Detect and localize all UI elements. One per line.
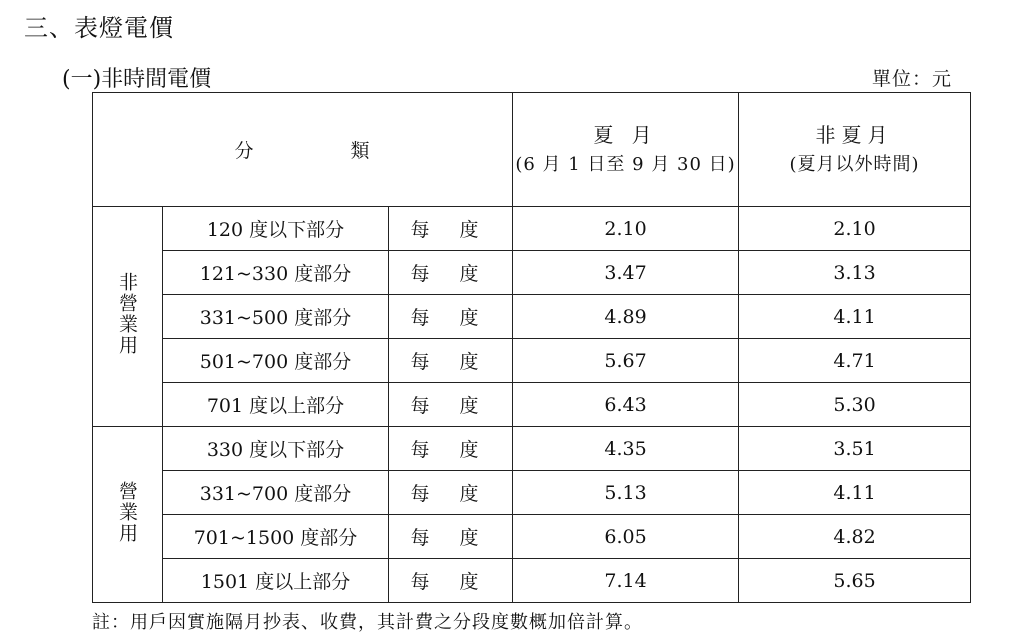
section-title: 三、表燈電價 [24,14,174,42]
unit-cell: 每 度 [389,295,513,339]
tier-cell: 331~700 度部分 [163,471,389,515]
tier-cell: 1501 度以上部分 [163,559,389,603]
summer-price-cell: 4.35 [513,427,739,471]
non-summer-price-cell: 4.71 [739,339,971,383]
summer-price-cell: 2.10 [513,207,739,251]
table-row [93,339,971,383]
tier-cell: 121~330 度部分 [163,251,389,295]
tier-cell: 501~700 度部分 [163,339,389,383]
non-summer-price-cell: 5.65 [739,559,971,603]
table-row [93,383,971,427]
group-label-non-business: 非營業用 [93,207,163,427]
sub-title: (一)非時間電價 [62,67,212,92]
header-non-summer [739,93,971,207]
header-non-summer-period: (夏月以外時間) [789,153,920,175]
header-category-left: 分 [234,140,255,162]
summer-price-cell: 4.89 [513,295,739,339]
non-summer-price-cell: 3.13 [739,251,971,295]
non-summer-price-cell: 5.30 [739,383,971,427]
header-summer-label: 夏 月 [593,122,658,147]
unit-cell: 每 度 [389,559,513,603]
table-row [93,427,971,471]
summer-price-cell: 3.47 [513,251,739,295]
unit-cell: 每 度 [389,251,513,295]
table-row [93,471,971,515]
unit-cell: 每 度 [389,383,513,427]
tier-cell: 120 度以下部分 [163,207,389,251]
header-summer [513,93,739,207]
table-header-row [93,93,971,207]
unit-cell: 每 度 [389,427,513,471]
table-row [93,295,971,339]
unit-cell: 每 度 [389,471,513,515]
non-summer-price-cell: 4.82 [739,515,971,559]
unit-cell: 每 度 [389,207,513,251]
non-summer-price-cell: 4.11 [739,295,971,339]
summer-price-cell: 5.13 [513,471,739,515]
rate-table [92,92,971,603]
unit-cell: 每 度 [389,515,513,559]
header-summer-period: (6 月 1 日至 9 月 30 日) [515,153,736,175]
non-summer-price-cell: 4.11 [739,471,971,515]
table-row [93,251,971,295]
header-category-right: 類 [350,140,371,162]
tier-cell: 701~1500 度部分 [163,515,389,559]
table-row [93,207,971,251]
tier-cell: 701 度以上部分 [163,383,389,427]
group-label-business: 營業用 [93,427,163,603]
header-category [93,93,513,207]
non-summer-price-cell: 3.51 [739,427,971,471]
summer-price-cell: 6.05 [513,515,739,559]
summer-price-cell: 7.14 [513,559,739,603]
unit-label: 單位：元 [871,68,952,90]
tier-cell: 330 度以下部分 [163,427,389,471]
tier-cell: 331~500 度部分 [163,295,389,339]
non-summer-price-cell: 2.10 [739,207,971,251]
unit-cell: 每 度 [389,339,513,383]
footnote: 註：用戶因實施隔月抄表、收費，其計費之分段度數概加倍計算。 [92,612,643,633]
summer-price-cell: 6.43 [513,383,739,427]
table-row [93,559,971,603]
summer-price-cell: 5.67 [513,339,739,383]
table-row [93,515,971,559]
header-non-summer-label: 非夏月 [815,122,894,147]
